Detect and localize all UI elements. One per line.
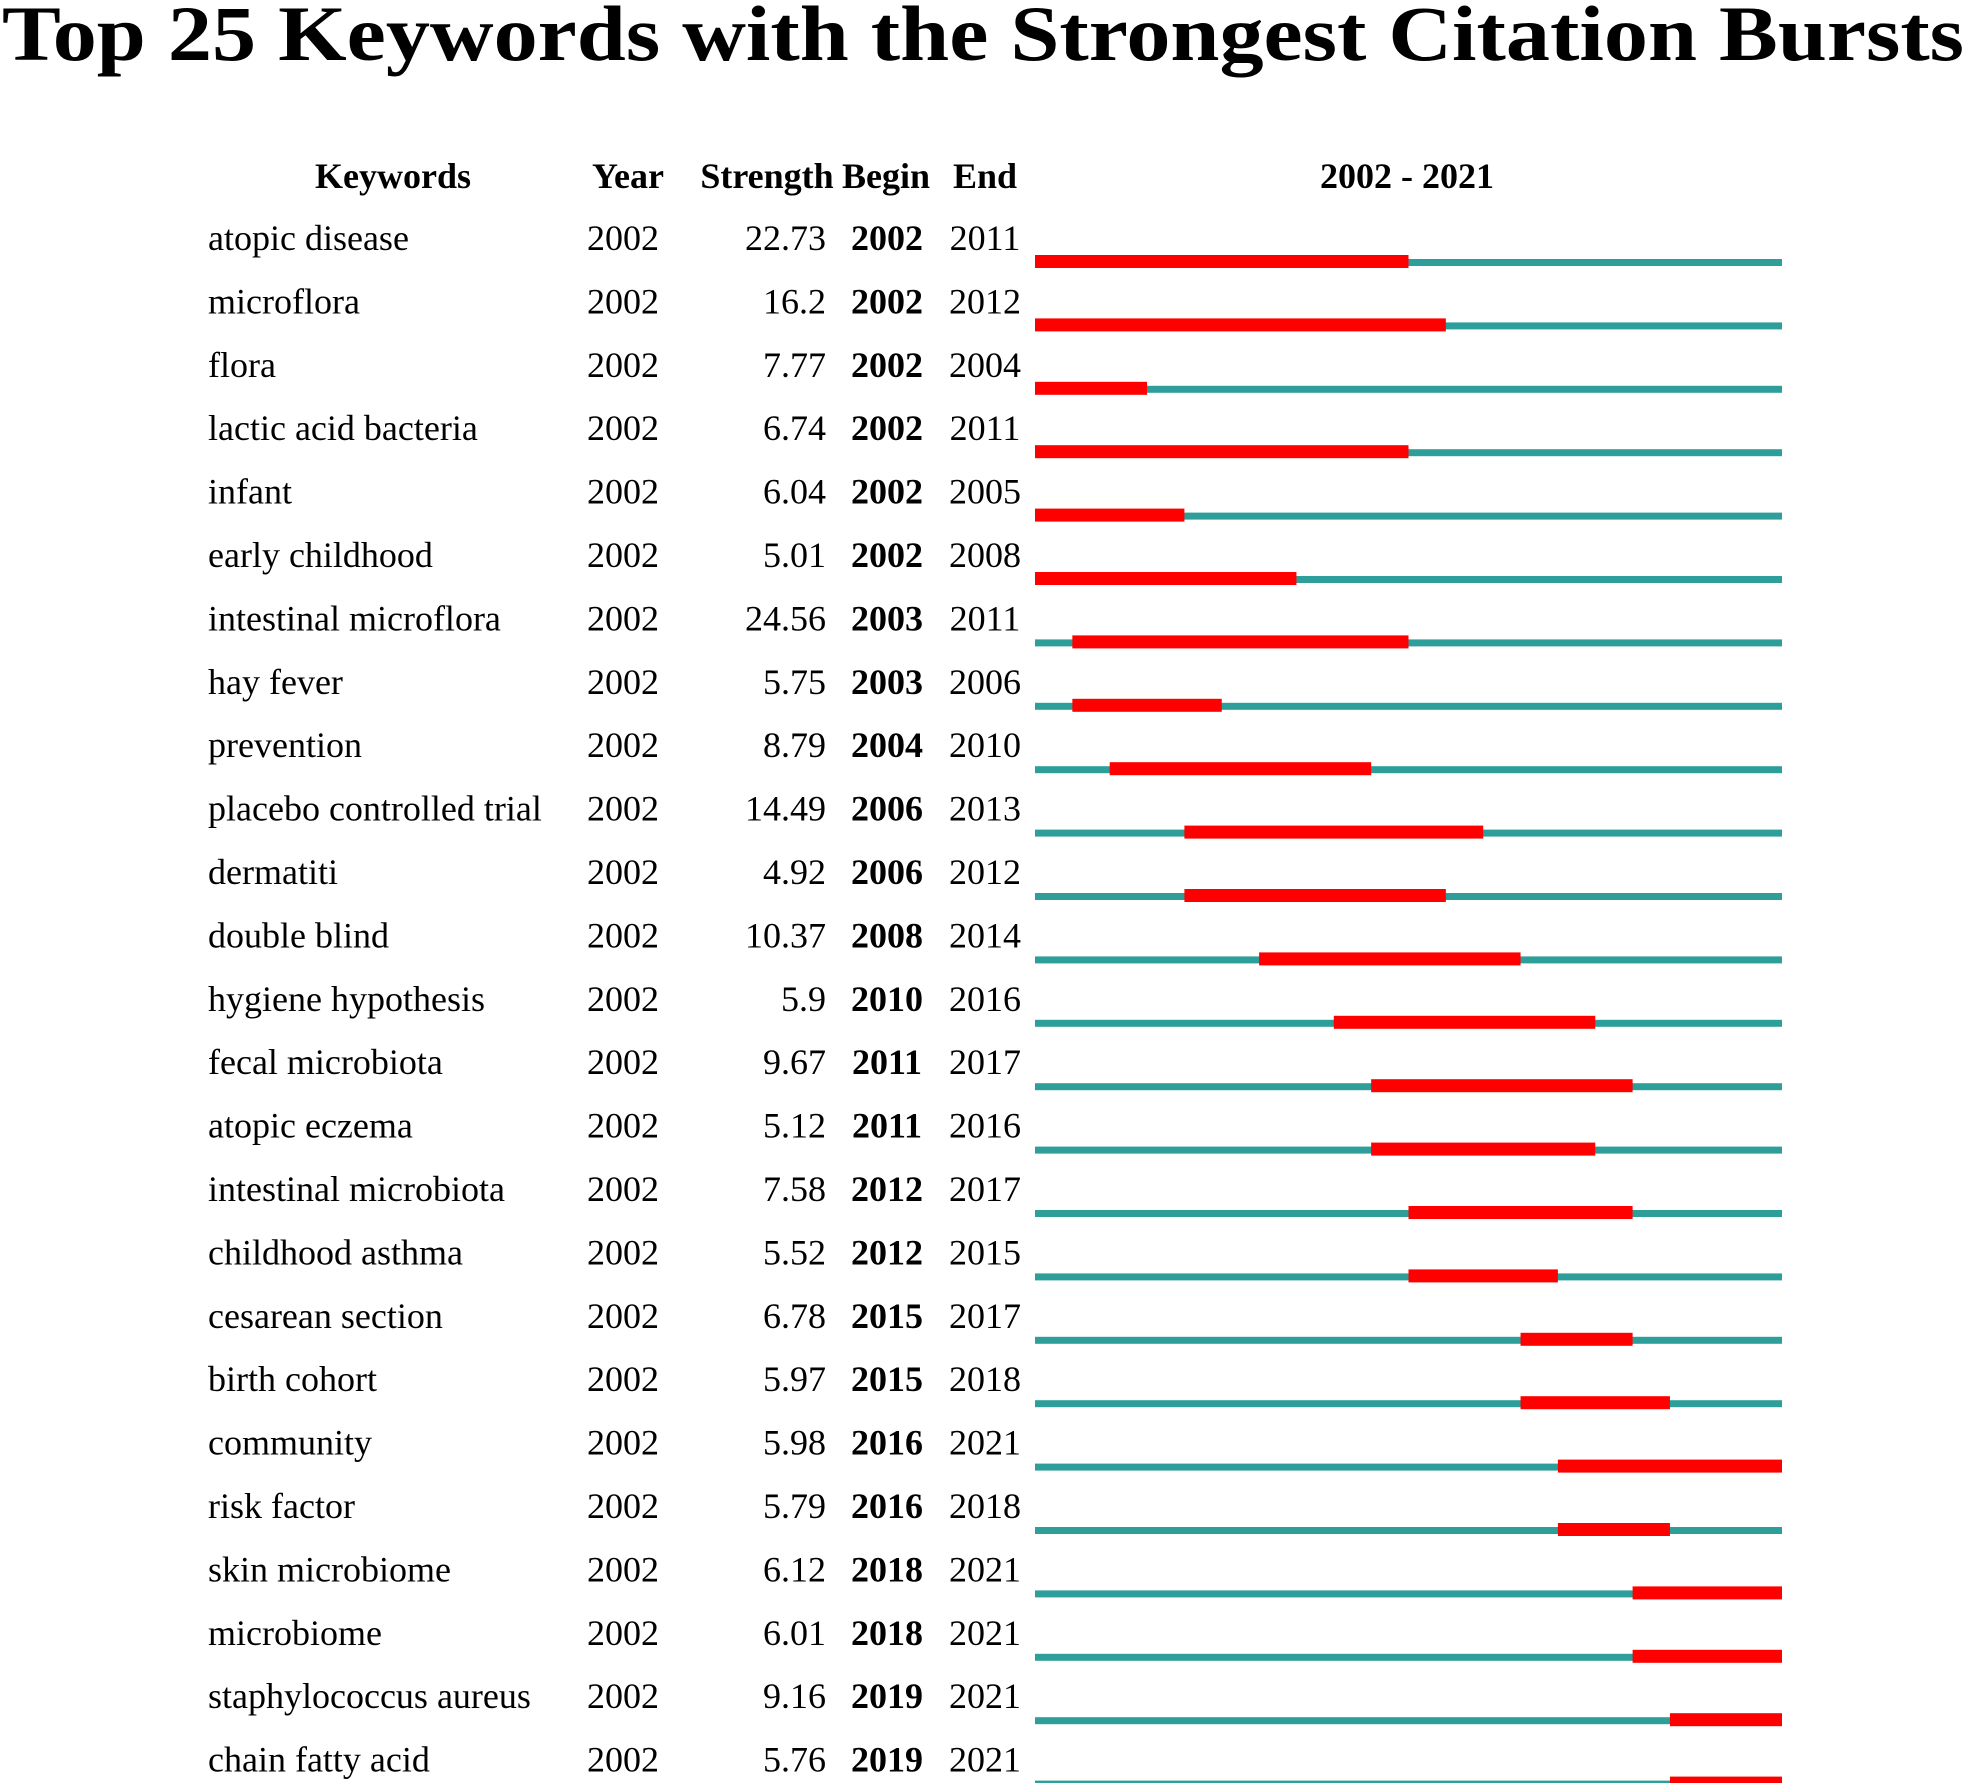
end-value: 2006: [949, 661, 1021, 702]
keyword-label: atopic disease: [208, 218, 409, 258]
burst-bar: [1184, 889, 1445, 902]
begin-value: 2016: [851, 1486, 923, 1526]
year-value: 2002: [587, 1486, 659, 1526]
end-value: 2004: [949, 344, 1021, 385]
burst-bar: [1633, 1650, 1782, 1663]
end-value: 2021: [949, 1612, 1021, 1653]
year-value: 2002: [587, 408, 659, 449]
begin-value: 2019: [851, 1739, 923, 1780]
chart-title: Top 25 Keywords with the Strongest Citation Bursts: [2, 0, 1964, 77]
begin-value: 2015: [851, 1359, 923, 1400]
end-value: 2017: [949, 1295, 1021, 1336]
burst-bar: [1072, 699, 1221, 712]
end-value: 2017: [949, 1042, 1021, 1083]
begin-value: 2010: [851, 978, 923, 1019]
strength-value: 7.58: [763, 1169, 826, 1209]
burst-bar: [1670, 1713, 1782, 1726]
end-value: 2021: [949, 1676, 1021, 1717]
header-strength: Strength: [700, 156, 834, 196]
begin-value: 2008: [851, 915, 923, 956]
end-value: 2005: [949, 471, 1021, 512]
end-value: 2013: [949, 788, 1021, 829]
begin-value: 2018: [851, 1549, 923, 1590]
keyword-label: birth cohort: [208, 1359, 377, 1400]
header-keywords: Keywords: [315, 156, 471, 196]
header-range: 2002 - 2021: [1320, 156, 1494, 196]
year-value: 2002: [587, 218, 659, 258]
end-value: 2011: [949, 408, 1021, 449]
begin-value: 2004: [851, 725, 923, 766]
year-value: 2002: [587, 978, 659, 1019]
keyword-label: placebo controlled trial: [208, 788, 542, 829]
strength-value: 5.75: [763, 661, 826, 702]
strength-value: 5.52: [763, 1232, 826, 1273]
begin-value: 2018: [851, 1612, 923, 1653]
strength-value: 5.97: [763, 1359, 826, 1400]
burst-bar: [1035, 509, 1184, 522]
strength-value: 5.98: [763, 1422, 826, 1463]
strength-value: 4.92: [763, 852, 826, 892]
strength-value: 14.49: [745, 788, 826, 829]
burst-bar: [1072, 635, 1408, 648]
strength-value: 5.9: [781, 978, 826, 1019]
strength-value: 5.12: [763, 1105, 826, 1146]
end-value: 2014: [949, 915, 1021, 956]
end-value: 2012: [949, 852, 1021, 892]
burst-bar: [1558, 1460, 1782, 1473]
end-value: 2015: [949, 1232, 1021, 1273]
begin-value: 2016: [851, 1422, 923, 1463]
begin-value: 2003: [851, 661, 923, 702]
end-value: 2021: [949, 1422, 1021, 1463]
burst-rows: [208, 218, 1782, 1783]
strength-value: 5.01: [763, 535, 826, 575]
header-year: Year: [592, 156, 664, 196]
keyword-label: staphylococcus aureus: [208, 1676, 531, 1717]
year-value: 2002: [587, 1739, 659, 1780]
burst-bar: [1371, 1143, 1595, 1156]
keyword-label: flora: [208, 344, 276, 385]
year-value: 2002: [587, 1295, 659, 1336]
end-value: 2011: [949, 598, 1021, 639]
end-value: 2016: [949, 978, 1021, 1019]
burst-bar: [1521, 1396, 1670, 1409]
strength-value: 6.12: [763, 1549, 826, 1590]
header-end: End: [952, 156, 1018, 196]
keyword-label: community: [208, 1422, 372, 1463]
begin-value: 2015: [851, 1295, 923, 1336]
burst-bar: [1633, 1586, 1782, 1599]
burst-bar: [1035, 445, 1409, 458]
strength-value: 9.16: [763, 1676, 826, 1717]
begin-value: 2002: [851, 281, 923, 322]
keyword-label: chain fatty acid: [208, 1739, 430, 1780]
year-value: 2002: [587, 725, 659, 766]
year-value: 2002: [587, 1549, 659, 1590]
keyword-label: lactic acid bacteria: [208, 408, 478, 449]
strength-value: 6.74: [763, 408, 826, 449]
begin-value: 2012: [851, 1169, 923, 1209]
strength-value: 6.01: [763, 1612, 826, 1653]
year-value: 2002: [587, 1169, 659, 1209]
begin-value: 2003: [851, 598, 923, 639]
begin-value: 2019: [851, 1676, 923, 1717]
begin-value: 2002: [851, 408, 923, 449]
year-value: 2002: [587, 535, 659, 575]
keyword-label: double blind: [208, 915, 389, 956]
burst-bar: [1334, 1016, 1595, 1029]
keyword-label: early childhood: [208, 535, 433, 575]
strength-value: 6.78: [763, 1295, 826, 1336]
strength-value: 7.77: [763, 344, 826, 385]
year-value: 2002: [587, 344, 659, 385]
strength-value: 9.67: [763, 1042, 826, 1083]
begin-value: 2006: [851, 852, 923, 892]
timeline-baseline: [1035, 1337, 1782, 1344]
year-value: 2002: [587, 1105, 659, 1146]
keyword-label: prevention: [208, 725, 362, 766]
burst-bar: [1670, 1777, 1782, 1783]
keyword-label: hygiene hypothesis: [208, 978, 485, 1019]
keyword-label: microflora: [208, 281, 360, 322]
keyword-label: cesarean section: [208, 1295, 443, 1336]
begin-value: 2011: [851, 1042, 923, 1083]
keyword-label: risk factor: [208, 1486, 355, 1526]
strength-value: 8.79: [763, 725, 826, 766]
year-value: 2002: [587, 598, 659, 639]
end-value: 2021: [949, 1739, 1021, 1780]
end-value: 2011: [949, 218, 1021, 258]
keyword-label: atopic eczema: [208, 1105, 413, 1146]
burst-bar: [1409, 1269, 1558, 1282]
keyword-label: dermatiti: [208, 852, 338, 892]
year-value: 2002: [587, 661, 659, 702]
year-value: 2002: [587, 1676, 659, 1717]
end-value: 2017: [949, 1169, 1021, 1209]
burst-bar: [1558, 1523, 1670, 1536]
keyword-label: intestinal microflora: [208, 598, 501, 639]
begin-value: 2002: [851, 535, 923, 575]
begin-value: 2006: [851, 788, 923, 829]
keyword-label: microbiome: [208, 1612, 382, 1653]
end-value: 2018: [949, 1359, 1021, 1400]
year-value: 2002: [587, 1359, 659, 1400]
end-value: 2021: [949, 1549, 1021, 1590]
burst-bar: [1259, 952, 1520, 965]
strength-value: 10.37: [745, 915, 826, 956]
end-value: 2016: [949, 1105, 1021, 1146]
burst-bar: [1035, 255, 1409, 268]
begin-value: 2011: [851, 1105, 923, 1146]
year-value: 2002: [587, 915, 659, 956]
year-value: 2002: [587, 281, 659, 322]
strength-value: 24.56: [745, 598, 826, 639]
strength-value: 22.73: [745, 218, 826, 258]
year-value: 2002: [587, 852, 659, 892]
burst-bar: [1409, 1206, 1633, 1219]
end-value: 2018: [949, 1486, 1021, 1526]
year-value: 2002: [587, 1422, 659, 1463]
burst-bar: [1110, 762, 1371, 775]
end-value: 2010: [949, 725, 1021, 766]
keyword-label: fecal microbiota: [208, 1042, 443, 1083]
keyword-label: skin microbiome: [208, 1549, 451, 1590]
end-value: 2008: [949, 535, 1021, 575]
end-value: 2012: [949, 281, 1021, 322]
year-value: 2002: [587, 471, 659, 512]
strength-value: 6.04: [763, 471, 826, 512]
burst-bar: [1371, 1079, 1632, 1092]
strength-value: 5.76: [763, 1739, 826, 1780]
header-begin: Begin: [841, 156, 931, 196]
begin-value: 2002: [851, 471, 923, 512]
burst-bar: [1035, 382, 1147, 395]
strength-value: 16.2: [763, 281, 826, 322]
year-value: 2002: [587, 1612, 659, 1653]
begin-value: 2012: [851, 1232, 923, 1273]
begin-value: 2002: [851, 344, 923, 385]
burst-bar: [1184, 826, 1483, 839]
year-value: 2002: [587, 1232, 659, 1273]
year-value: 2002: [587, 1042, 659, 1083]
burst-bar: [1035, 572, 1296, 585]
keyword-label: intestinal microbiota: [208, 1169, 505, 1209]
keyword-label: childhood asthma: [208, 1232, 463, 1273]
burst-bar: [1521, 1333, 1633, 1346]
year-value: 2002: [587, 788, 659, 829]
keyword-label: infant: [208, 471, 292, 512]
strength-value: 5.79: [763, 1486, 826, 1526]
burst-bar: [1035, 318, 1446, 331]
begin-value: 2002: [851, 218, 923, 258]
keyword-label: hay fever: [208, 661, 343, 702]
